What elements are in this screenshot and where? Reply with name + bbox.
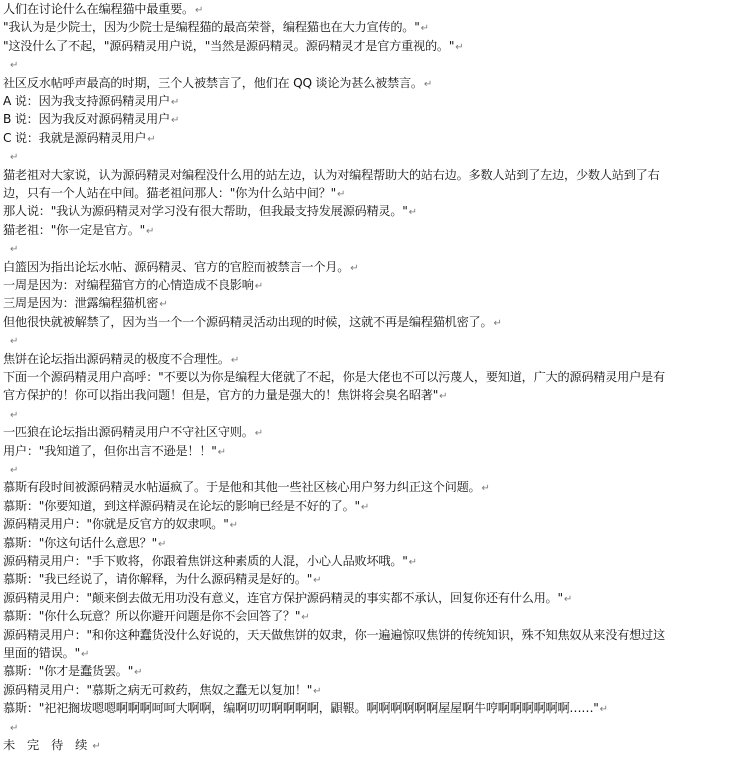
doc-line: 那人说："我认为源码精灵对学习没有很大帮助，但我最支持发展源码精灵。"↵ bbox=[3, 204, 418, 219]
doc-line: B 说：因为我反对源码精灵用户↵ bbox=[3, 112, 180, 127]
paragraph-mark-icon: ↵ bbox=[455, 41, 464, 53]
doc-line: 猫老祖："你一定是官方。"↵ bbox=[3, 222, 155, 237]
paragraph-mark-icon: ↵ bbox=[157, 538, 167, 550]
doc-line: 人们在讨论什么在编程猫中最重要。↵ bbox=[3, 2, 204, 16]
doc-line bbox=[9, 460, 18, 478]
paragraph-mark-icon: ↵ bbox=[301, 612, 310, 624]
doc-line: 源码精灵用户："颠来倒去做无用功没有意义，连官方保护源码精灵的事实都不承认，回复你还有什么用。"↵ bbox=[3, 590, 573, 605]
doc-line: 焦饼在论坛指出源码精灵的极度不合理性。↵ bbox=[3, 351, 240, 366]
paragraph-mark-icon: ↵ bbox=[254, 428, 264, 440]
doc-line: 慕斯："我已经说了，请你解释，为什么源码精灵是好的。"↵ bbox=[3, 572, 322, 587]
paragraph-mark-icon: ↵ bbox=[146, 225, 155, 237]
doc-line: 慕斯："你这句话什么意思？"↵ bbox=[3, 535, 167, 550]
paragraph-mark-icon: ↵ bbox=[254, 281, 264, 292]
paragraph-mark-icon: ↵ bbox=[92, 741, 101, 752]
paragraph-mark-icon: ↵ bbox=[10, 722, 19, 734]
doc-line bbox=[9, 405, 18, 423]
doc-line: 一周是因为：对编程猫官方的心情造成不良影响↵ bbox=[3, 278, 264, 292]
paragraph-mark-icon: ↵ bbox=[313, 575, 322, 587]
doc-line: 一匹狼在论坛指出源码精灵用户不守社区守则。↵ bbox=[3, 425, 264, 440]
doc-line: A 说：因为我支持源码精灵用户↵ bbox=[3, 94, 180, 108]
paragraph-mark-icon: ↵ bbox=[217, 446, 227, 458]
paragraph-mark-icon: ↵ bbox=[481, 483, 490, 495]
paragraph-mark-icon: ↵ bbox=[313, 685, 322, 697]
doc-line: 猫老祖对大家说，认为源码精灵对编程没什么用的站左边，认为对编程帮助大的站右边。多数人站到了左边，少数人站到了右 bbox=[3, 167, 660, 182]
doc-line: 未 完 待 续↵ bbox=[3, 738, 101, 752]
paragraph-mark-icon: ↵ bbox=[134, 667, 143, 679]
doc-line: 用户："我知道了，但你出言不逊是！！"↵ bbox=[3, 443, 227, 458]
doc-line bbox=[9, 239, 18, 257]
paragraph-mark-icon: ↵ bbox=[10, 244, 19, 256]
doc-line: 社区反水帖呼声最高的时期，三个人被禁言了，他们在 QQ 谈论为甚么被禁言。↵ bbox=[3, 75, 433, 90]
doc-line: 慕斯："祀祀搁坺嗯嗯啊啊啊呵呵大啊啊，编啊叨叨啊啊啊啊，鼰鞎。啊啊啊啊啊啊屋屋啊牛哼啊啊啊啊啊啊……"↵ bbox=[3, 701, 609, 716]
paragraph-mark-icon: ↵ bbox=[439, 391, 448, 403]
doc-line: C 说：我就是源码精灵用户↵ bbox=[3, 130, 156, 145]
paragraph-mark-icon: ↵ bbox=[420, 23, 429, 35]
doc-line: "我认为是少院士，因为少院士是编程猫的最高荣誉，编程猫也在大力宣传的。"↵ bbox=[3, 20, 429, 35]
paragraph-mark-icon: ↵ bbox=[80, 649, 90, 660]
doc-line: 慕斯："你要知道，到这样源码精灵在论坛的影响已经是不好的了。"↵ bbox=[3, 498, 370, 513]
doc-line: 边，只有一个人站在中间。猫老祖问那人："你为什么站中间？"↵ bbox=[3, 186, 346, 200]
paragraph-mark-icon: ↵ bbox=[423, 78, 433, 90]
paragraph-mark-icon: ↵ bbox=[493, 317, 502, 329]
paragraph-mark-icon: ↵ bbox=[408, 207, 418, 219]
doc-line: 三周是因为：泄露编程猫机密↵ bbox=[3, 296, 168, 311]
paragraph-mark-icon: ↵ bbox=[159, 299, 168, 311]
paragraph-mark-icon: ↵ bbox=[360, 501, 370, 513]
paragraph-mark-icon: ↵ bbox=[10, 152, 19, 164]
doc-line: 源码精灵用户："你就是反官方的奴隶呗。"↵ bbox=[3, 517, 238, 532]
doc-line: 慕斯有段时间被源码精灵水帖逼疯了。于是他和其他一些社区核心用户努力纠正这个问题。↵ bbox=[3, 480, 490, 495]
doc-line bbox=[9, 147, 18, 165]
paragraph-mark-icon: ↵ bbox=[563, 593, 573, 605]
paragraph-mark-icon: ↵ bbox=[10, 60, 19, 72]
paragraph-mark-icon: ↵ bbox=[170, 97, 180, 108]
paragraph-mark-icon: ↵ bbox=[599, 704, 609, 716]
doc-line bbox=[9, 331, 18, 349]
paragraph-mark-icon: ↵ bbox=[408, 557, 418, 568]
paragraph-mark-icon: ↵ bbox=[10, 409, 19, 421]
doc-line: 源码精灵用户："和你这种蠢货没什么好说的，天天做焦饼的奴隶，你一遍遍惊叹焦饼的传统知识，殊不知焦奴从来没有想过这 bbox=[3, 627, 665, 642]
doc-line: 慕斯："你什么玩意？所以你避开问题是你不会回答了？"↵ bbox=[3, 609, 310, 624]
paragraph-mark-icon: ↵ bbox=[147, 133, 156, 145]
doc-line: 下面一个源码精灵用户高呼："不要以为你是编程大佬就了不起，你是大佬也不可以污蔑人，要知道，广大的源码精灵用户是有 bbox=[3, 370, 665, 384]
doc-line: 慕斯："你才是蠢货罢。"↵ bbox=[3, 664, 143, 679]
doc-line: 源码精灵用户："手下败将，你跟着焦饼这种素质的人混，小心人品败坏哦。"↵ bbox=[3, 554, 418, 568]
doc-line: 官方保护的！你可以指出我问题！但是，官方的力量是强大的！焦饼将会臭名昭著"↵ bbox=[3, 388, 448, 403]
paragraph-mark-icon: ↵ bbox=[230, 354, 240, 366]
paragraph-mark-icon: ↵ bbox=[10, 336, 19, 348]
doc-line: 但他很快就被解禁了，因为当一个一个源码精灵活动出现的时候，这就不再是编程猫机密了。↵ bbox=[3, 314, 502, 329]
paragraph-mark-icon: ↵ bbox=[337, 189, 346, 200]
paragraph-mark-icon: ↵ bbox=[195, 5, 204, 16]
doc-line bbox=[9, 55, 18, 73]
doc-line: 源码精灵用户："慕斯之病无可救药，焦奴之蠢无以复加！"↵ bbox=[3, 682, 322, 697]
paragraph-mark-icon: ↵ bbox=[170, 115, 180, 127]
paragraph-mark-icon: ↵ bbox=[10, 465, 19, 476]
paragraph-mark-icon: ↵ bbox=[229, 520, 238, 532]
doc-line: 白篮因为指出论坛水帖、源码精灵、官方的官腔而被禁言一个月。↵ bbox=[3, 259, 359, 274]
doc-line: 里面的错误。"↵ bbox=[3, 646, 90, 660]
doc-line: "这没什么了不起，"源码精灵用户说，"当然是源码精灵。源码精灵才是官方重视的。"↵ bbox=[3, 38, 464, 53]
paragraph-mark-icon: ↵ bbox=[350, 262, 359, 274]
doc-line bbox=[9, 718, 18, 736]
